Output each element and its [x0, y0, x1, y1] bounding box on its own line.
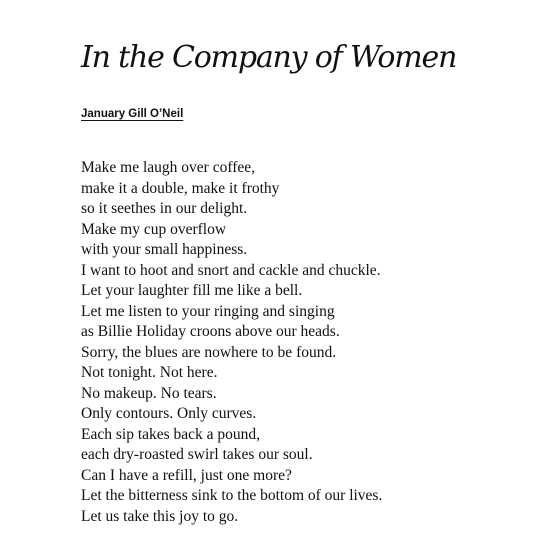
poem-line: so it seethes in our delight.: [81, 200, 248, 217]
poem-title: In the Company of Women: [81, 40, 457, 75]
poem-line: Let the bitterness sink to the bottom of our lives.: [81, 487, 383, 504]
poem-line: Not tonight. Not here.: [81, 364, 218, 381]
poem-line: Sorry, the blues are nowhere to be found.: [81, 343, 337, 361]
poem-line: Only contours. Only curves.: [81, 405, 257, 422]
poem-line: Each sip takes back a pound,: [81, 425, 261, 443]
poem-line: Make my cup overflow: [81, 220, 227, 238]
poem-line: Let me listen to your ringing and singing: [81, 302, 335, 320]
poem-line: I want to hoot and snort and cackle and chuckle.: [81, 261, 381, 279]
poem-line: make it a double, make it frothy: [81, 179, 280, 197]
poem-body: [81, 158, 382, 527]
poem-line: Can I have a refill, just one more?: [81, 466, 292, 484]
poem-line: Make me laugh over coffee,: [81, 159, 256, 176]
author-link[interactable]: January Gill O’Neil: [81, 108, 184, 120]
poem-line: Let us take this joy to go.: [81, 507, 239, 525]
poem-line: No makeup. No tears.: [81, 384, 217, 402]
poem-line: as Billie Holiday croons above our heads.: [81, 323, 340, 340]
poem-line: each dry-roasted swirl takes our soul.: [81, 446, 313, 463]
poem-line: with your small happiness.: [81, 241, 248, 258]
poem-line: Let your laughter fill me like a bell.: [81, 282, 303, 299]
